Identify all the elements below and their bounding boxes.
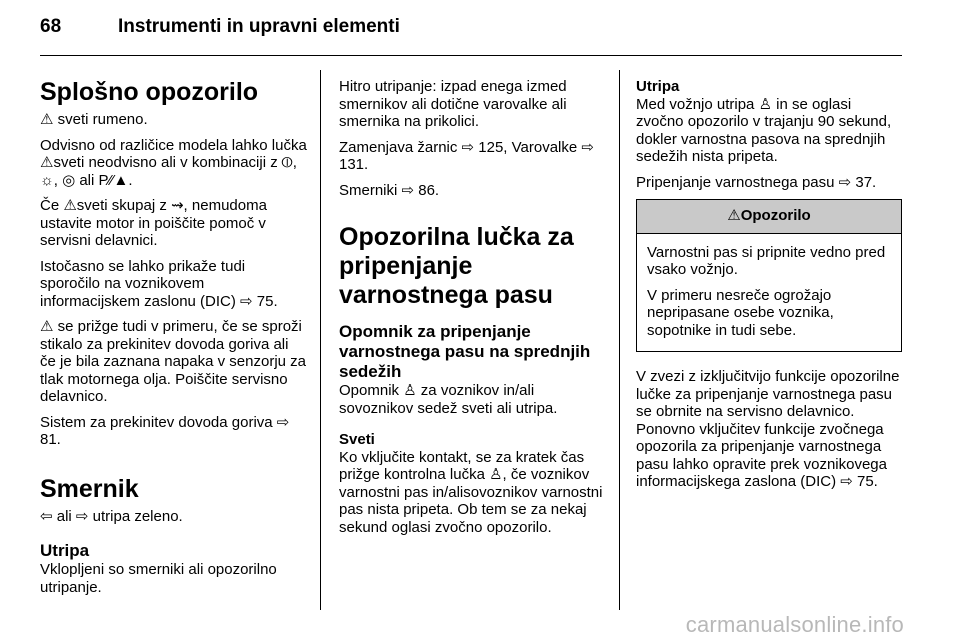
section-heading-seatbelt: Opozorilna lučka za pripenjanje varnostnega pasu — [339, 223, 574, 309]
paragraph: Zamenjava žarnic ⇨ 125, Varovalke ⇨ 131. — [339, 138, 594, 173]
paragraph: Če ⚠sveti skupaj z ⇝, nemudoma ustavite motor in poiščite pomoč v servisni delavnici. — [40, 197, 267, 249]
paragraph: Med vožnjo utripa ♙ in se oglasi zvočno opozorilo v trajanju 90 sekund, dokler varnostna pasova na sprednjih sedežih nista pripeta. — [636, 95, 892, 165]
paragraph: Sistem za prekinitev dovoda goriva ⇨ 81. — [40, 413, 290, 448]
paragraph: ⚠ se prižge tudi v primeru, če se sproži stikalo za prekinitev dovoda goriva ali če je bila zaznana napaka v senzorju za tlak motornega olja. Poiščite servisno delavnico. — [40, 318, 307, 405]
paragraph: Odvisno od različice modela lahko lučka ⚠sveti neodvisno ali v kombinaciji z ⦶, ☼, ◎ ali P⁄⁄▲. — [40, 136, 307, 189]
warning-box-title: ⚠Opozorilo — [637, 200, 901, 234]
column-divider-1 — [320, 70, 321, 610]
section-heading-turn-signal: Smernik — [40, 474, 139, 503]
paragraph: ⚠ sveti rumeno. — [40, 111, 148, 128]
warning-box — [636, 199, 902, 352]
paragraph: V zvezi z izključitvijo funkcije opozorilne lučke za pripenjanje varnostnega pasu se obrnite na servisno delavnico. Ponovno vključitev funkcije zvočnega opozorila za pripenjanje varnostnega pasu lahko opravite prek voznikovega informacijskega zaslona (DIC) ⇨ 75. — [636, 368, 900, 490]
warning-icon: ⚠ — [40, 111, 54, 128]
page-number: 68 — [40, 16, 62, 37]
paragraph: Opomnik ♙ za voznikov in/ali sovoznikov sedež sveti ali utripa. — [339, 382, 558, 417]
paragraph: Varnostni pas si pripnite vedno pred vsako vožnjo. — [647, 243, 886, 278]
subheading-flashing: Utripa — [40, 541, 90, 560]
subheading-lit: Sveti — [339, 431, 375, 448]
paragraph: ⇦ ali ⇨ utripa zeleno. — [40, 507, 183, 525]
column-3 — [636, 78, 902, 499]
warning-icon: ⚠ — [40, 318, 54, 335]
warning-icon: ⚠ — [727, 207, 741, 224]
paragraph: Hitro utripanje: izpad enega izmed smernikov ali dotične varovalke ali smernika na prikolici. — [339, 78, 567, 130]
watermark: carmanualsonline.info — [685, 612, 904, 637]
warning-box-body — [637, 234, 901, 352]
column-2 — [339, 78, 607, 544]
header-rule — [40, 55, 902, 56]
column-1 — [40, 78, 308, 604]
paragraph: Vklopljeni so smerniki ali opozorilno utripanje. — [40, 561, 277, 596]
section-heading-general-warning: Splošno opozorilo — [40, 78, 259, 106]
paragraph: Pripenjanje varnostnega pasu ⇨ 37. — [636, 173, 877, 191]
paragraph: Smerniki ⇨ 86. — [339, 181, 440, 199]
column-divider-2 — [619, 70, 620, 610]
paragraph: Istočasno se lahko prikaže tudi sporočilo na voznikovem informacijskem zaslonu (DIC) ⇨ 75. — [40, 257, 278, 310]
subheading-seatbelt-reminder: Opomnik za pripenjanje varnostnega pasu na sprednjih sedežih — [339, 322, 591, 381]
paragraph: V primeru nesreče ogrožajo nepripasane osebe voznika, sopotnike in tudi sebe. — [647, 286, 834, 339]
subheading-flashing: Utripa — [636, 78, 680, 95]
paragraph: Ko vključite kontakt, se za kratek čas prižge kontrolna lučka ♙, če voznikov varnostni pas in/alisovoznikov varnostni pas nista pripeta. Ob tem se za nekaj sekund oglasi zvočno opozorilo. — [339, 448, 603, 536]
chapter-title: Instrumenti in upravni elementi — [118, 16, 400, 37]
